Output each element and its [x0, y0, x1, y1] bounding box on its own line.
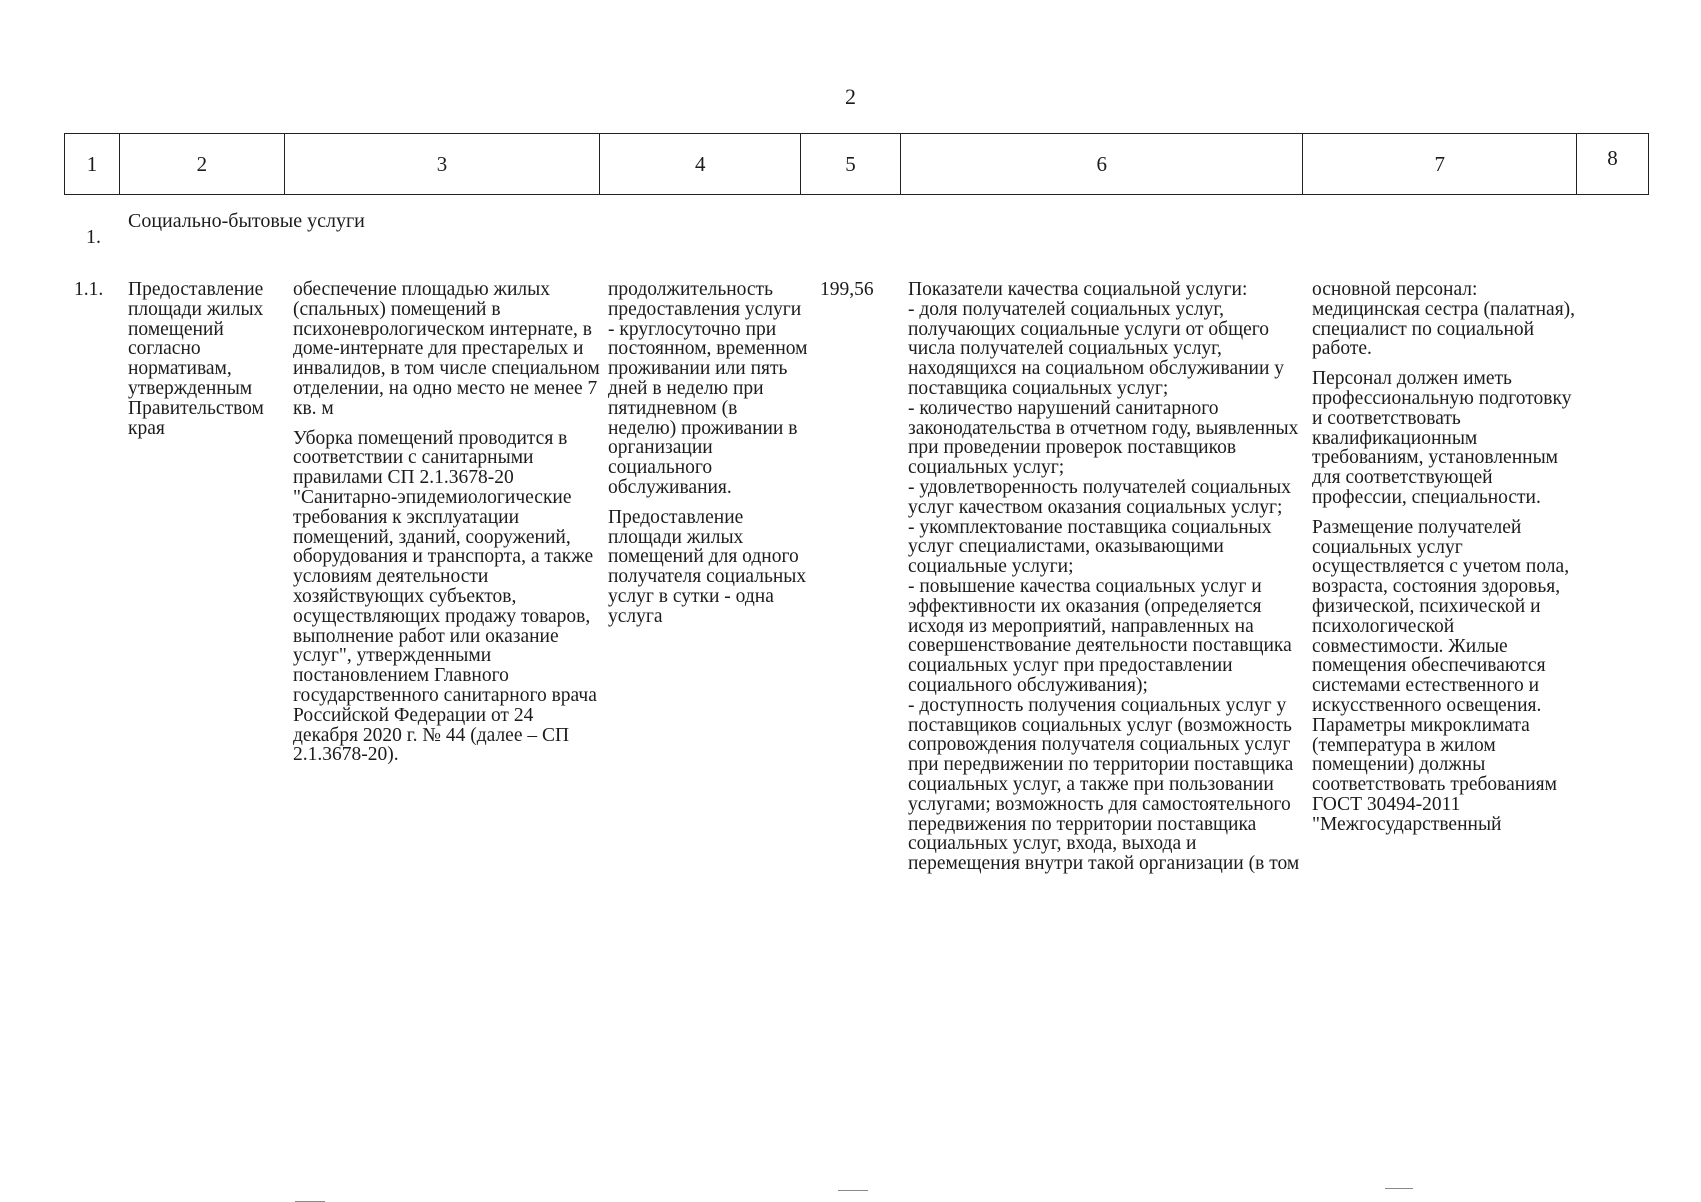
section-title: Социально-бытовые услуги — [128, 210, 365, 232]
content-paragraph-1: обеспечение площадью жилых (спальных) помещений в психоневрологическом интернате, в доме-интернате для престарелых и инвалидов, в том числе специальном отделении, на одно место не менее 7 кв. м — [293, 279, 600, 419]
section-number: 1. — [86, 226, 101, 248]
row-number: 1.1. — [74, 279, 104, 300]
service-name: Предоставление площади жилых помещений согласно нормативам, утвержденным Правительством края — [128, 279, 264, 439]
term-paragraph-1: продолжительность предоставления услуги - круглосуточно при постоянном, временном проживании или пять дней в неделю при пятидневном (в неделю) проживании в организации социального обслуживания. — [608, 279, 808, 498]
service-content-column — [293, 280, 603, 775]
column-header-3: 3 — [285, 134, 601, 194]
column-header-2: 2 — [120, 134, 285, 194]
column-header-1: 1 — [65, 134, 120, 194]
column-header-6: 6 — [901, 134, 1303, 194]
content-paragraph-2: Уборка помещений проводится в соответствии с санитарными правилами СП 2.1.3678-20 "Санитарно-эпидемиологические требования к эксплуатации помещений, зданий, сооружений, оборудования и транспорта, а также условиям деятельности хозяйствующих субъектов, осуществляющих продажу товаров, выполнение работ или оказание услуг", утвержденными постановлением Главного государственного санитарного врача Российской Федерации от 24 декабря 2020 г. № 44 (далее – СП 2.1.3678-20). — [293, 427, 597, 766]
page-number: 2 — [845, 84, 856, 109]
conditions-paragraph-1: основной персонал: медицинская сестра (палатная), специалист по социальной работе. — [1312, 279, 1576, 360]
service-term-column — [608, 280, 808, 637]
scan-artifact — [838, 1190, 868, 1191]
conditions-paragraph-3: Размещение получателей социальных услуг осуществляется с учетом пола, возраста, состояния здоровья, физической, психической и психологической совместимости. Жилые помещения обеспечиваются системами естественного и искусственного освещения. Параметры микроклимата (температура в жилом помещении) должны соответствовать требованиям ГОСТ 30494-2011 "Межгосударственный — [1312, 516, 1570, 835]
term-paragraph-2: Предоставление площади жилых помещений для одного получателя социальных услуг в сутки - одна услуга — [608, 506, 807, 627]
column-header-row — [64, 133, 1649, 195]
conditions-paragraph-2: Персонал должен иметь профессиональную подготовку и соответствовать квалификационным требованиям, установленным для соответствующей профессии, специальности. — [1312, 368, 1572, 508]
column-header-7: 7 — [1303, 134, 1577, 194]
scan-artifact — [1385, 1188, 1413, 1189]
service-price: 199,56 — [820, 279, 874, 300]
quality-indicators: Показатели качества социальной услуги: - доля получателей социальных услуг, получающих социальные услуги от общего числа получателей социальных услуг, находящихся на социальном обслуживании у поставщика социальных услуг; - количество нарушений санитарного законодательства в отчетном году, выявленных при проведении проверок поставщиков социальных услуг; - удовлетворенность получателей социальных услуг качеством оказания социальных услуг; - укомплектование поставщика социальных услуг специалистами, оказывающими социальные услуги; - повышение качества социальных услуг и эффективности их оказания (определяется исходя из мероприятий, направленных на совершенствование деятельности поставщика социальных услуг при предоставлении социального обслуживания); - доступность получения социальных услуг у поставщиков социальных услуг (возможность сопровождения получателя социальных услуг при передвижении по территории поставщика социальных услуг, а также при пользовании услугами; возможность для самостоятельного передвижения по территории поставщика социальных услуг, входа, выхода и перемещения внутри такой организации (в том — [908, 279, 1300, 875]
column-header-8: 8 — [1607, 146, 1618, 170]
service-conditions-column — [1312, 280, 1582, 845]
column-header-5: 5 — [801, 134, 901, 194]
column-header-4: 4 — [600, 134, 801, 194]
